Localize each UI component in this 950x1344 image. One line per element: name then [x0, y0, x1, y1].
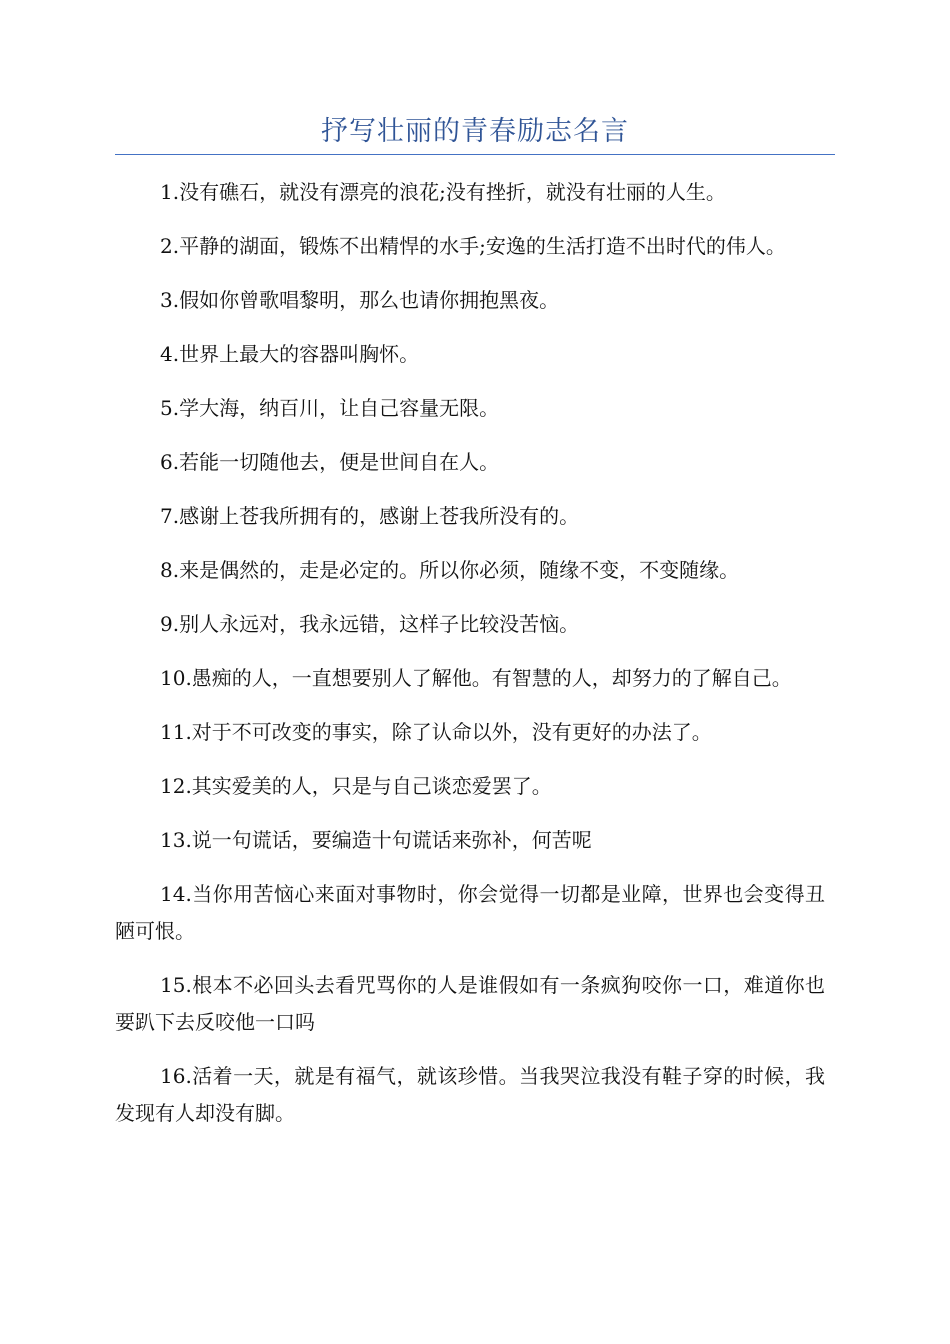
- paragraph-15: 15.根本不必回头去看咒骂你的人是谁假如有一条疯狗咬你一口，难道你也要趴下去反咬他一口吗: [115, 973, 825, 1034]
- paragraph-8: 8.来是偶然的，走是必定的。所以你必须，随缘不变，不变随缘。: [160, 558, 740, 582]
- title-underline: [115, 154, 835, 155]
- paragraph-14: 14.当你用苦恼心来面对事物时，你会觉得一切都是业障，世界也会变得丑陋可恨。: [115, 882, 825, 943]
- paragraph-12: 12.其实爱美的人，只是与自己谈恋爱罢了。: [160, 774, 552, 798]
- paragraph-10: 10.愚痴的人，一直想要别人了解他。有智慧的人，却努力的了解自己。: [160, 666, 792, 690]
- paragraph-1: 1.没有礁石，就没有漂亮的浪花;没有挫折，就没有壮丽的人生。: [160, 180, 726, 204]
- paragraph-16: 16.活着一天，就是有福气，就该珍惜。当我哭泣我没有鞋子穿的时候，我发现有人却没有脚。: [115, 1064, 825, 1125]
- paragraph-3: 3.假如你曾歌唱黎明，那么也请你拥抱黑夜。: [160, 288, 560, 312]
- document-title: 抒写壮丽的青春励志名言: [321, 116, 629, 147]
- document-body: [115, 174, 825, 1149]
- paragraph-4: 4.世界上最大的容器叫胸怀。: [160, 342, 420, 366]
- paragraph-5: 5.学大海，纳百川，让自己容量无限。: [160, 396, 500, 420]
- paragraph-13: 13.说一句谎话，要编造十句谎话来弥补，何苦呢: [160, 828, 592, 852]
- paragraph-9: 9.别人永远对，我永远错，这样子比较没苦恼。: [160, 612, 580, 636]
- paragraph-2: 2.平静的湖面，锻炼不出精悍的水手;安逸的生活打造不出时代的伟人。: [160, 234, 786, 258]
- paragraph-6: 6.若能一切随他去，便是世间自在人。: [160, 450, 500, 474]
- paragraph-7: 7.感谢上苍我所拥有的，感谢上苍我所没有的。: [160, 504, 580, 528]
- paragraph-11: 11.对于不可改变的事实，除了认命以外，没有更好的办法了。: [160, 720, 712, 744]
